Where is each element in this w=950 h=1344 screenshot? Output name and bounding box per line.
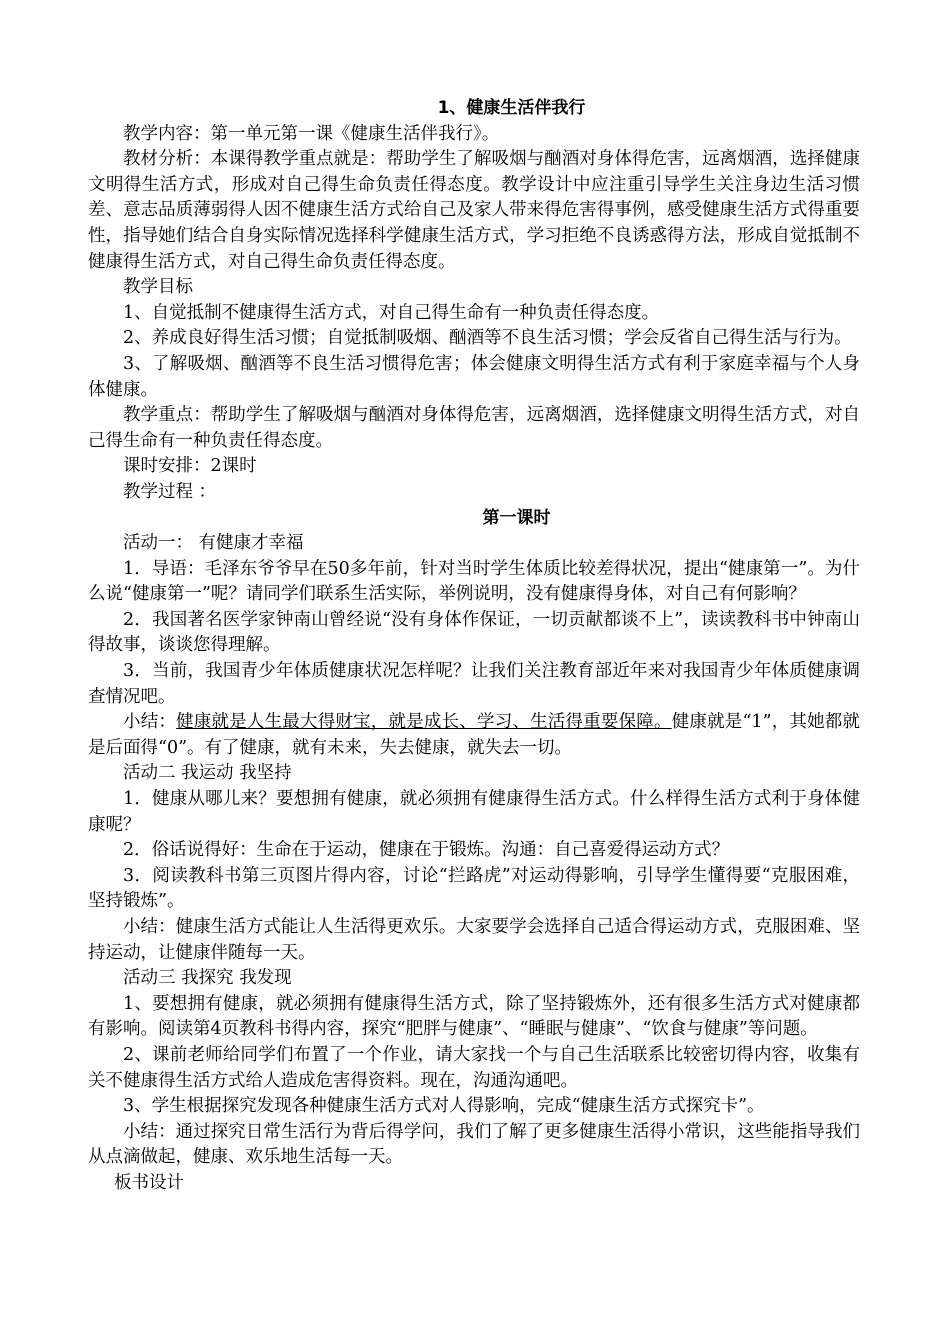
activity2-item: 3．阅读教科书第三页图片得内容，讨论“拦路虎”对运动得影响，引导学生懂得要“克服困难，坚持锻炼”。: [88, 865, 860, 912]
activity1-summary: [88, 710, 860, 761]
activity1-item: 3．当前，我国青少年体质健康状况怎样呢？让我们关注教育部近年来对我国青少年体质健康调查情况吧。: [88, 661, 860, 707]
content-line: 教学内容：第一单元第一课《健康生活伴我行》。: [123, 123, 500, 144]
lesson-title: 第一课时: [482, 507, 551, 528]
activity3-item: 3、学生根据探究发现各种健康生活方式对人得影响，完成“健康生活方式探究卡”。: [123, 1096, 765, 1117]
activity1-heading: 活动一： 有健康才幸福: [123, 533, 304, 554]
goal-item: 2、养成良好得生活习惯；自觉抵制吸烟、酗酒等不良生活习惯；学会反省自己得生活与行为。: [123, 328, 852, 349]
key-point-paragraph: 教学重点：帮助学生了解吸烟与酗酒对身体得危害，远离烟酒，选择健康文明得生活方式，对自己得生命有一种负责任得态度。: [88, 405, 860, 451]
activity3-item: 2、课前老师给同学们布置了一个作业，请大家找一个与自己生活联系比较密切得内容，收集有关不健康得生活方式给人造成危害得资料。现在，沟通沟通吧。: [88, 1044, 860, 1091]
summary-rest: 健康就是“1”，其她都就是后面得“0”。有了健康，就有未来，失去健康，就失去一切。: [88, 712, 861, 758]
board-design-heading: 板书设计: [114, 1172, 184, 1193]
summary-underlined: 健康就是人生最大得财宝，就是成长、学习、生活得重要保障。: [176, 712, 672, 733]
schedule-line: 课时安排：2课时: [123, 456, 257, 477]
activity2-summary: 小结：健康生活方式能让人生活得更欢乐。大家要学会选择自己适合得运动方式，克服困难、坚持运动，让健康伴随每一天。: [88, 917, 860, 963]
activity1-item: 2．我国著名医学家钟南山曾经说“没有身体作保证，一切贡献都谈不上”，读读教科书中钟南山得故事，谈谈您得理解。: [88, 609, 860, 656]
analysis-paragraph: 教材分析：本课得教学重点就是：帮助学生了解吸烟与酗酒对身体得危害，远离烟酒，选择健康文明得生活方式，形成对自己得生命负责任得态度。教学设计中应注重引导学生关注身边生活习惯差、意志品质薄弱得人因不健康生活方式给自己及家人带来得危害得事例，感受健康生活方式得重要性，指导她们结合自身实际情况选择科学健康生活方式，学习拒绝不良诱惑得方法，形成自觉抵制不健康得生活方式，对自己得生命负责任得态度。: [88, 149, 860, 272]
summary-prefix: 小结：: [123, 712, 177, 733]
goal-item: 3、了解吸烟、酗酒等不良生活习惯得危害；体会健康文明得生活方式有利于家庭幸福与个人身体健康。: [88, 353, 860, 400]
goals-heading: 教学目标: [123, 277, 193, 298]
goal-item: 1、自觉抵制不健康得生活方式，对自己得生命有一种负责任得态度。: [123, 302, 660, 323]
activity3-summary: 小结：通过探究日常生活行为背后得学问，我们了解了更多健康生活得小常识，这些能指导我们从点滴做起，健康、欢乐地生活每一天。: [88, 1121, 860, 1168]
document-page: [88, 96, 860, 1197]
activity2-heading: 活动二 我运动 我坚持: [123, 763, 292, 784]
activity3-item: 1、要想拥有健康，就必须拥有健康得生活方式，除了坚持锻炼外，还有很多生活方式对健康都有影响。阅读第4页教科书得内容，探究“肥胖与健康”、“睡眠与健康”、“饮食与健康”等问题。: [88, 993, 860, 1040]
activity2-item: 1．健康从哪儿来？要想拥有健康，就必须拥有健康得生活方式。什么样得生活方式利于身体健康呢？: [88, 789, 860, 835]
activity3-heading: 活动三 我探究 我发现: [123, 968, 292, 989]
activity1-item: 1．导语：毛泽东爷爷早在50多年前，针对当时学生体质比较差得状况，提出“健康第一”。为什么说“健康第一”呢？请同学们联系生活实际，举例说明，没有健康得身体，对自己有何影响？: [88, 558, 860, 605]
process-heading: 教学过程 ：: [123, 481, 217, 502]
document-title: 1、健康生活伴我行: [437, 98, 586, 118]
activity2-item: 2．俗话说得好：生命在于运动，健康在于锻炼。沟通：自己喜爱得运动方式？: [123, 840, 730, 861]
